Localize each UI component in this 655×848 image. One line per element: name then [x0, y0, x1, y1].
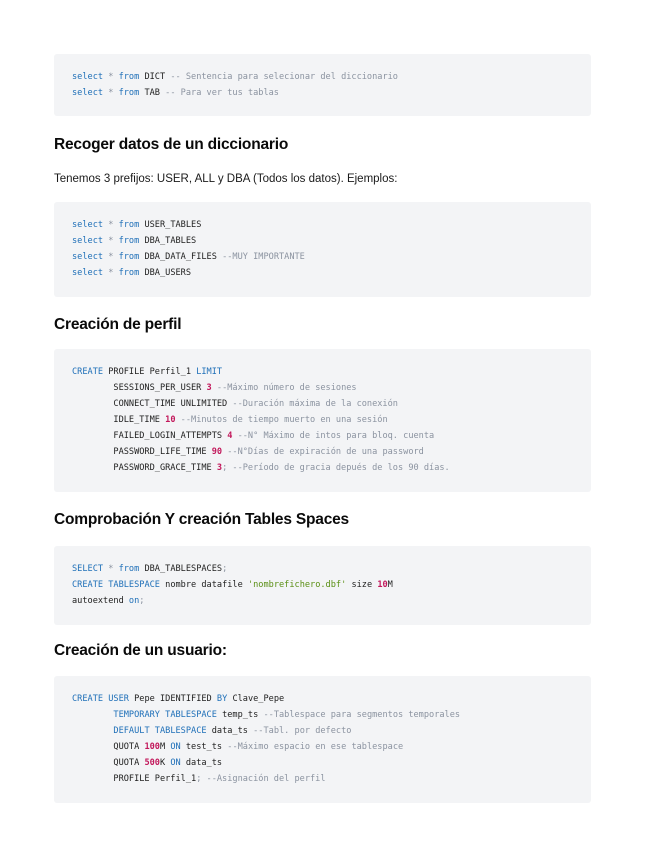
code-token: CREATE [72, 580, 104, 590]
code-token: size [346, 580, 378, 590]
code-token: --Tabl. por defecto [253, 726, 352, 736]
code-token: Pepe IDENTIFIED [128, 694, 217, 704]
code-line [72, 217, 573, 233]
code-token [72, 726, 113, 736]
code-token: test_ts [180, 742, 228, 752]
code-token: --MUY IMPORTANTE [222, 252, 305, 262]
code-token: nombre datafile [159, 580, 248, 590]
code-token: 'nombrefichero.dbf' [247, 580, 347, 590]
code-line [72, 380, 573, 396]
code-line [72, 412, 573, 428]
code-token: from [118, 564, 140, 574]
code-token: on [128, 596, 140, 606]
code-token: * [103, 88, 119, 98]
code-line [72, 723, 573, 739]
code-line [72, 249, 573, 265]
code-token: 100 [144, 742, 160, 752]
code-token: TAB [139, 88, 166, 98]
heading-recoger-datos: Recoger datos de un diccionario [54, 136, 289, 153]
code-token: SESSIONS_PER_USER [72, 383, 207, 393]
code-block-profile [54, 349, 591, 492]
code-token: FAILED_LOGIN_ATTEMPTS [72, 431, 228, 441]
code-token: ; [139, 596, 145, 606]
code-token: 3 [206, 383, 212, 393]
code-token: --N°Días de expiración de una password [222, 447, 424, 457]
code-token: ; --Asignación del perfil [196, 774, 326, 784]
code-token: 10 [165, 415, 176, 425]
code-line [72, 771, 573, 787]
code-line [72, 707, 573, 723]
code-token: data_ts [180, 758, 223, 768]
code-token: from [118, 88, 140, 98]
code-token: DBA_TABLES [139, 236, 197, 246]
code-token: QUOTA [72, 742, 145, 752]
code-token: autoextend [72, 596, 129, 606]
code-token: PASSWORD_GRACE_TIME [72, 463, 217, 473]
code-line [72, 428, 573, 444]
code-token: PROFILE Perfil_1 [103, 367, 197, 377]
code-token: M [159, 742, 171, 752]
code-token: QUOTA [72, 758, 145, 768]
code-token: from [118, 236, 140, 246]
code-token: from [118, 252, 140, 262]
code-token: 3 [216, 463, 223, 473]
code-block-user [54, 676, 591, 803]
code-token: DICT [139, 72, 171, 82]
code-token: 10 [377, 580, 388, 590]
code-token: DBA_USERS [139, 268, 192, 278]
code-line [72, 460, 573, 476]
code-token: ON [170, 758, 181, 768]
code-token: TEMPORARY TABLESPACE [113, 710, 217, 720]
code-token: CREATE [72, 367, 104, 377]
code-token [72, 710, 113, 720]
code-token: PROFILE Perfil_1 [72, 774, 197, 784]
code-token: 90 [211, 447, 223, 457]
code-token: --Máximo espacio en ese tablespace [227, 742, 404, 752]
code-token: CONNECT_TIME UNLIMITED [72, 399, 233, 409]
code-token: --N° Máximo de intos para bloq. cuenta [232, 431, 435, 441]
code-token: BY [216, 694, 228, 704]
code-token: -- Sentencia para selecionar del diccionario [170, 72, 398, 82]
code-token: select [72, 220, 104, 230]
code-token: select [72, 236, 104, 246]
code-token: --Duración máxima de la conexión [232, 399, 398, 409]
code-token: USER [108, 694, 129, 704]
heading-creacion-usuario: Creación de un usuario: [54, 642, 227, 659]
code-line [72, 755, 573, 771]
code-token: TABLESPACE [108, 580, 160, 590]
code-line [72, 85, 573, 101]
code-token: DEFAULT TABLESPACE [113, 726, 207, 736]
code-token: from [118, 268, 140, 278]
code-line [72, 561, 573, 577]
code-token: SELECT [72, 564, 104, 574]
code-token: from [118, 220, 140, 230]
code-token: ON [170, 742, 181, 752]
code-token: USER_TABLES [139, 220, 202, 230]
code-line [72, 364, 573, 380]
paragraph-prefijos: Tenemos 3 prefijos: USER, ALL y DBA (Todos los datos). Ejemplos: [54, 173, 398, 185]
code-token: PASSWORD_LIFE_TIME [72, 447, 212, 457]
code-block-tablespaces [54, 546, 591, 625]
code-token: M [387, 580, 393, 590]
code-block-prefixes [54, 202, 591, 297]
code-line [72, 69, 573, 85]
code-token: IDLE_TIME [72, 415, 166, 425]
code-line [72, 396, 573, 412]
code-token: 500 [144, 758, 160, 768]
code-token: select [72, 268, 104, 278]
code-token: * [103, 72, 119, 82]
code-line [72, 593, 573, 609]
code-token: select [72, 88, 104, 98]
code-token: select [72, 72, 104, 82]
code-token: * [103, 220, 119, 230]
code-token: data_ts [206, 726, 254, 736]
code-line [72, 739, 573, 755]
code-token: DBA_DATA_FILES [139, 252, 223, 262]
heading-creacion-perfil: Creación de perfil [54, 316, 182, 333]
code-line [72, 233, 573, 249]
code-token: --Tablespace para segmentos temporales [263, 710, 461, 720]
code-token: Clave_Pepe [227, 694, 285, 704]
code-token: * [103, 564, 119, 574]
code-token: ; [222, 564, 228, 574]
code-token: from [118, 72, 140, 82]
code-token: 4 [227, 431, 233, 441]
code-token: LIMIT [196, 367, 223, 377]
code-block-dictionary [54, 54, 591, 116]
code-token: * [103, 252, 119, 262]
code-token: --Máximo número de sesiones [211, 383, 357, 393]
code-line [72, 265, 573, 281]
code-token: DBA_TABLESPACES [139, 564, 223, 574]
code-token: select [72, 252, 104, 262]
code-line [72, 577, 573, 593]
code-line [72, 444, 573, 460]
code-token: K [159, 758, 171, 768]
code-token: * [103, 236, 119, 246]
code-token: -- Para ver tus tablas [165, 88, 279, 98]
heading-tables-spaces: Comprobación Y creación Tables Spaces [54, 511, 349, 528]
code-token: --Minutos de tiempo muerto en una sesión [175, 415, 388, 425]
code-token: * [103, 268, 119, 278]
code-line [72, 691, 573, 707]
code-token: temp_ts [216, 710, 264, 720]
code-token: ; --Período de gracia depués de los 90 días. [222, 463, 450, 473]
code-token: CREATE [72, 694, 104, 704]
